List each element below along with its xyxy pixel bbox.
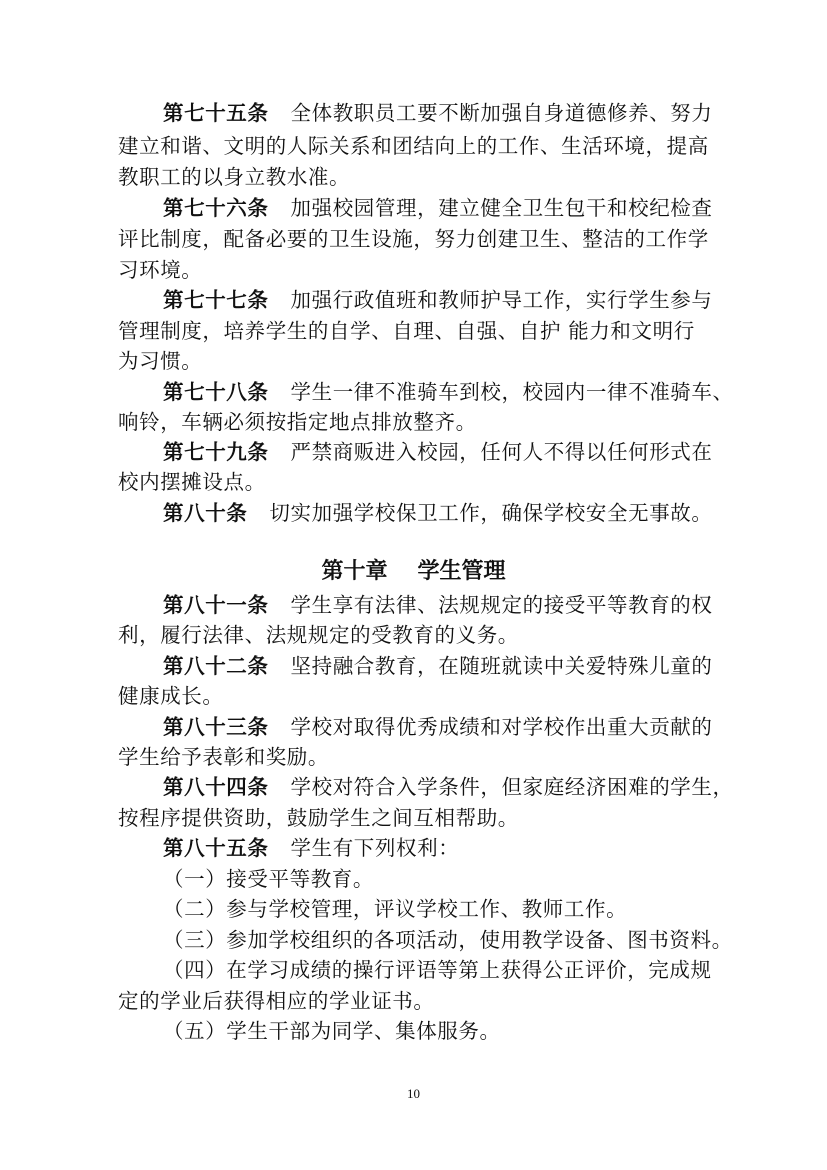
chapter-heading (0, 557, 827, 587)
article-line: 健康成长。 (118, 684, 224, 708)
article-line: 学生给予表彰和奖励。 (118, 745, 329, 769)
article-first-line: 第七十八条 学生一律不准骑车到校，校园内一律不准骑车、 (163, 380, 734, 404)
page-number: 10 (407, 1086, 420, 1101)
rights-item: （五）学生干部为同学、集体服务。 (163, 1019, 501, 1043)
article-label: 第八十一条 (163, 593, 269, 617)
article-line: 校内摆摊设点。 (118, 470, 266, 494)
article-label: 第八十四条 (163, 775, 269, 799)
article-line: 建立和谐、文明的人际关系和团结向上的工作、生活环境，提高 (118, 134, 709, 158)
article-label: 第七十七条 (163, 288, 269, 312)
article-first-line: 第八十条 切实加强学校保卫工作，确保学校安全无事故。 (163, 501, 713, 525)
article-line: 评比制度，配备必要的卫生设施，努力创建卫生、整洁的工作学 (118, 227, 709, 251)
rights-item: （三）参加学校组织的各项活动，使用教学设备、图书资料。 (163, 928, 733, 952)
article-first-line: 第七十七条 加强行政值班和教师护导工作，实行学生参与 (163, 288, 713, 312)
article-first-line: 第八十四条 学校对符合入学条件，但家庭经济困难的学生， (163, 775, 734, 799)
article-first-line: 第七十六条 加强校园管理，建立健全卫生包干和校纪检查 (163, 196, 713, 220)
rights-item: （二）参与学校管理，评议学校工作、教师工作。 (163, 897, 628, 921)
rights-item-continued: 定的学业后获得相应的学业证书。 (118, 989, 435, 1013)
article-first-line: 第七十五条 全体教职员工要不断加强自身道德修养、努力 (163, 101, 713, 125)
article-line: 响铃，车辆必须按指定地点排放整齐。 (118, 410, 477, 434)
article-label: 第八十五条 (163, 836, 269, 860)
chapter-name: 学生管理 (417, 559, 506, 584)
article-line: 按程序提供资助，鼓励学生之间互相帮助。 (118, 806, 519, 830)
rights-item: （一）接受平等教育。 (163, 867, 374, 891)
article-first-line: 第八十五条 学生有下列权利： (163, 836, 460, 860)
article-label: 第七十八条 (163, 380, 269, 404)
article-label: 第七十五条 (163, 101, 269, 125)
article-line: 利，履行法律、法规规定的受教育的义务。 (118, 623, 519, 647)
article-label: 第八十二条 (163, 654, 269, 678)
article-label: 第七十六条 (163, 196, 269, 220)
article-first-line: 第八十一条 学生享有法律、法规规定的接受平等教育的权 (163, 593, 713, 617)
article-label: 第七十九条 (163, 440, 269, 464)
article-label: 第八十三条 (163, 715, 269, 739)
rights-item: （四）在学习成绩的操行评语等第上获得公正评价，完成规 (163, 958, 712, 982)
article-line: 习环境。 (118, 258, 203, 282)
article-line: 为习惯。 (118, 349, 203, 373)
article-first-line: 第七十九条 严禁商贩进入校园，任何人不得以任何形式在 (163, 440, 713, 464)
article-first-line: 第八十三条 学校对取得优秀成绩和对学校作出重大贡献的 (163, 715, 713, 739)
article-line: 教职工的以身立教水准。 (118, 165, 351, 189)
chapter-number: 第十章 (321, 559, 388, 584)
article-line: 管理制度，培养学生的自学、自理、自强、自护 能力和文明行 (118, 319, 695, 343)
article-first-line: 第八十二条 坚持融合教育，在随班就读中关爱特殊儿童的 (163, 654, 713, 678)
article-label: 第八十条 (163, 501, 248, 525)
